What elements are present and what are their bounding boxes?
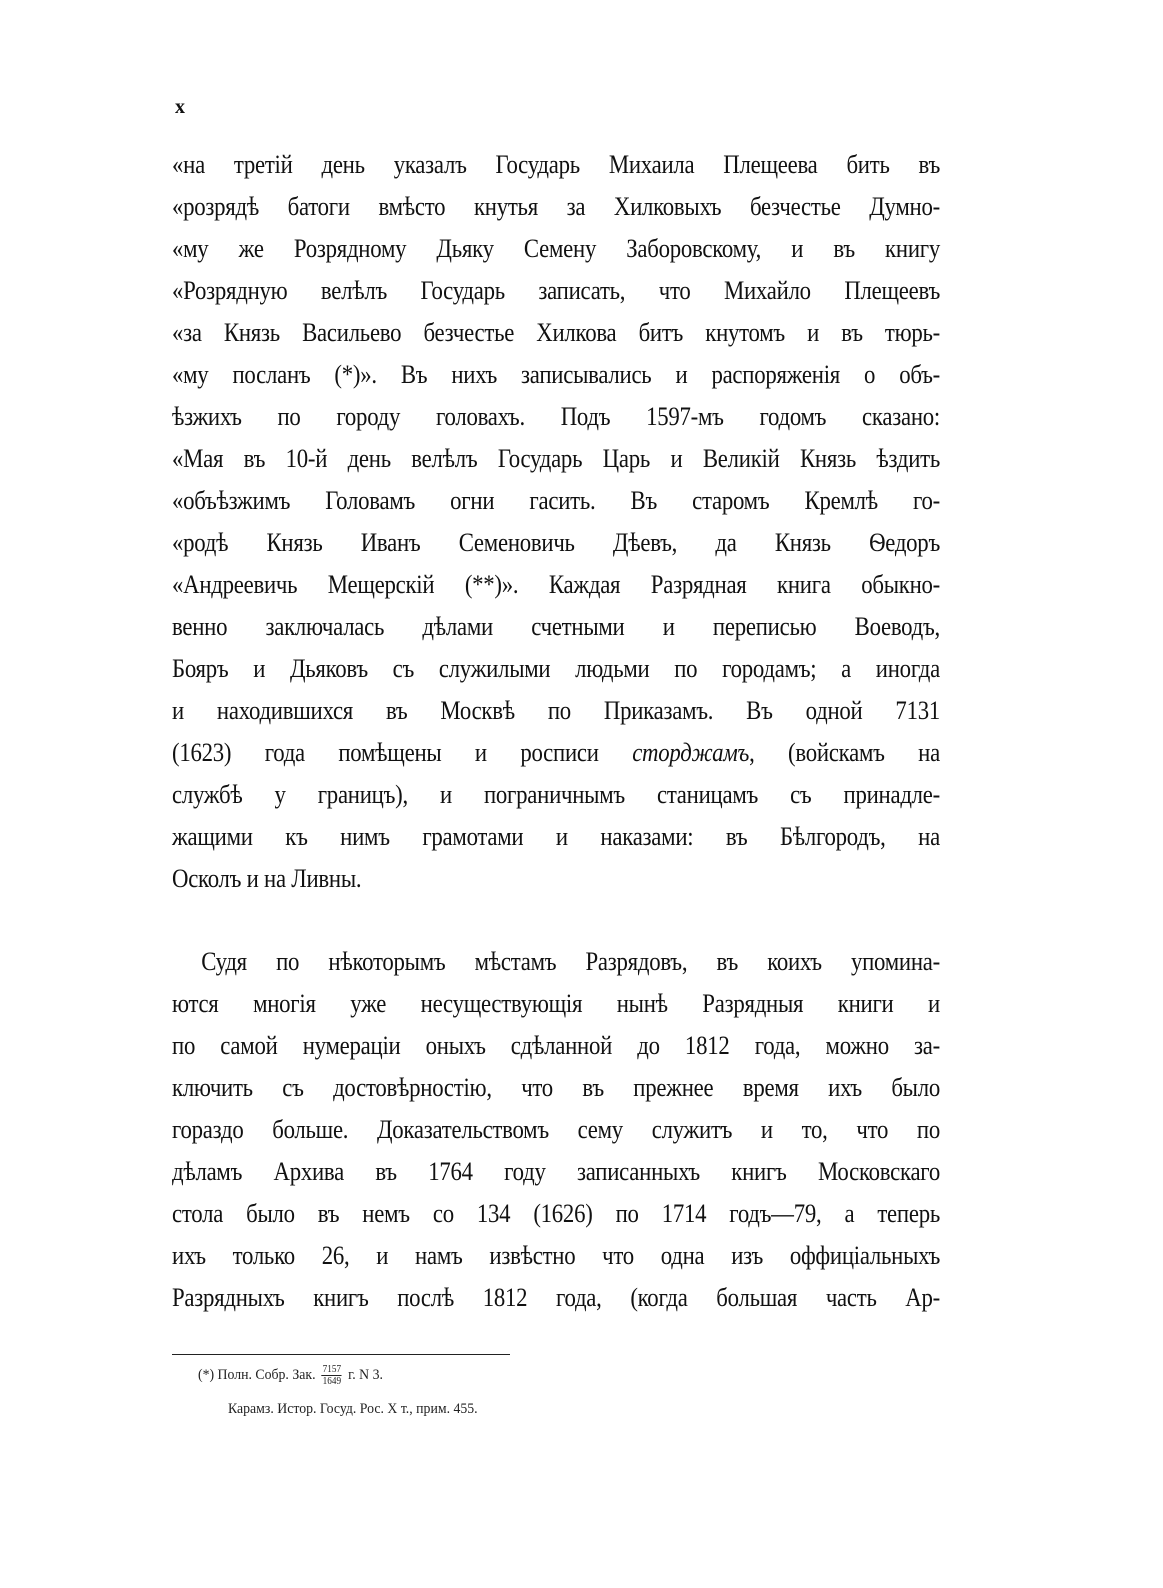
paragraph-2 (172, 940, 940, 1318)
text-line: дѣламъ Архива въ 1764 году записанныхъ книгъ Московскаго (172, 1156, 940, 1186)
text-line: и находившихся въ Москвѣ по Приказамъ. Въ одной 7131 (172, 695, 940, 725)
text-line: ѣзжихъ по городу головахъ. Подъ 1597-мъ годомъ сказано: (172, 401, 940, 431)
text-line: по самой нумераціи оныхъ сдѣланной до 1812 года, можно за- (172, 1030, 940, 1060)
text-line: венно заключалась дѣлами счетными и переписью Воеводъ, (172, 611, 940, 641)
text-line: «Андреевичь Мещерскій (**)». Каждая Разрядная книга обыкно- (172, 569, 940, 599)
footnote-2: Карамз. Истор. Госуд. Рос. X т., прим. 455. (228, 1401, 478, 1417)
page-number: x (175, 96, 185, 118)
text-line: стола было въ немъ со 134 (1626) по 1714 годъ—79, а теперь (172, 1198, 940, 1228)
footnote-text: г. N 3. (348, 1367, 383, 1383)
text-line: жащими къ нимъ грамотами и наказами: въ Бѣлгородъ, на (172, 821, 940, 851)
text-line: «за Князь Васильево безчестье Хилкова битъ кнутомъ и въ тюрь- (172, 317, 940, 347)
text-line: Бояръ и Дьяковъ съ служилыми людьми по городамъ; а иногда (172, 653, 940, 683)
text-line: Разрядныхъ книгъ послѣ 1812 года, (когда большая часть Ар- (172, 1282, 940, 1312)
footnote-text: (*) Полн. Собр. Зак. (198, 1367, 316, 1383)
text-line: Судя по нѣкоторымъ мѣстамъ Разрядовъ, въ коихъ упомина- (201, 946, 940, 976)
fraction-numerator: 7157 (322, 1364, 342, 1376)
text-line: «му же Розрядному Дьяку Семену Заборовскому, и въ книгу (172, 233, 940, 263)
text-line: ключить съ достовѣрностію, что въ прежнее время ихъ было (172, 1072, 940, 1102)
year-fraction (322, 1364, 342, 1387)
text-line: «Розрядную велѣлъ Государь записать, что Михайло Плещеевъ (172, 275, 940, 305)
fraction-denominator: 1649 (322, 1376, 342, 1388)
italic-term: сторджамъ (632, 737, 750, 767)
text-line: гораздо больше. Доказательствомъ сему служитъ и то, что по (172, 1114, 940, 1144)
text-segment: (1623) года помѣщены и росписи (172, 737, 599, 767)
text-line: Осколъ и на Ливны. (172, 863, 362, 893)
text-line: «Мая въ 10-й день велѣлъ Государь Царь и Великій Князь ѣздить (172, 443, 940, 473)
text-line: службѣ у границъ), и пограничнымъ станицамъ съ принадле- (172, 779, 940, 809)
text-line: «розрядѣ батоги вмѣсто кнутья за Хилковыхъ безчестье Думно- (172, 191, 940, 221)
text-line: «му посланъ (*)». Въ нихъ записывались и распоряженія о объ- (172, 359, 940, 389)
paragraph-1 (172, 143, 940, 899)
text-line: «на третій день указалъ Государь Михаила Плещеева бить въ (172, 149, 940, 179)
text-line-mixed (172, 731, 940, 773)
footnote-1 (198, 1364, 383, 1387)
text-line: «родѣ Князь Иванъ Семеновичь Дѣевъ, да Князь Ѳедоръ (172, 527, 940, 557)
footnote-divider (172, 1354, 510, 1355)
text-line: «объѣзжимъ Головамъ огни гасить. Въ старомъ Кремлѣ го- (172, 485, 940, 515)
text-line: ются многія уже несуществующія нынѣ Разрядныя книги и (172, 988, 940, 1018)
text-segment: , (войскамъ на (749, 737, 940, 767)
text-line: ихъ только 26, и намъ извѣстно что одна изъ оффиціальныхъ (172, 1240, 940, 1270)
